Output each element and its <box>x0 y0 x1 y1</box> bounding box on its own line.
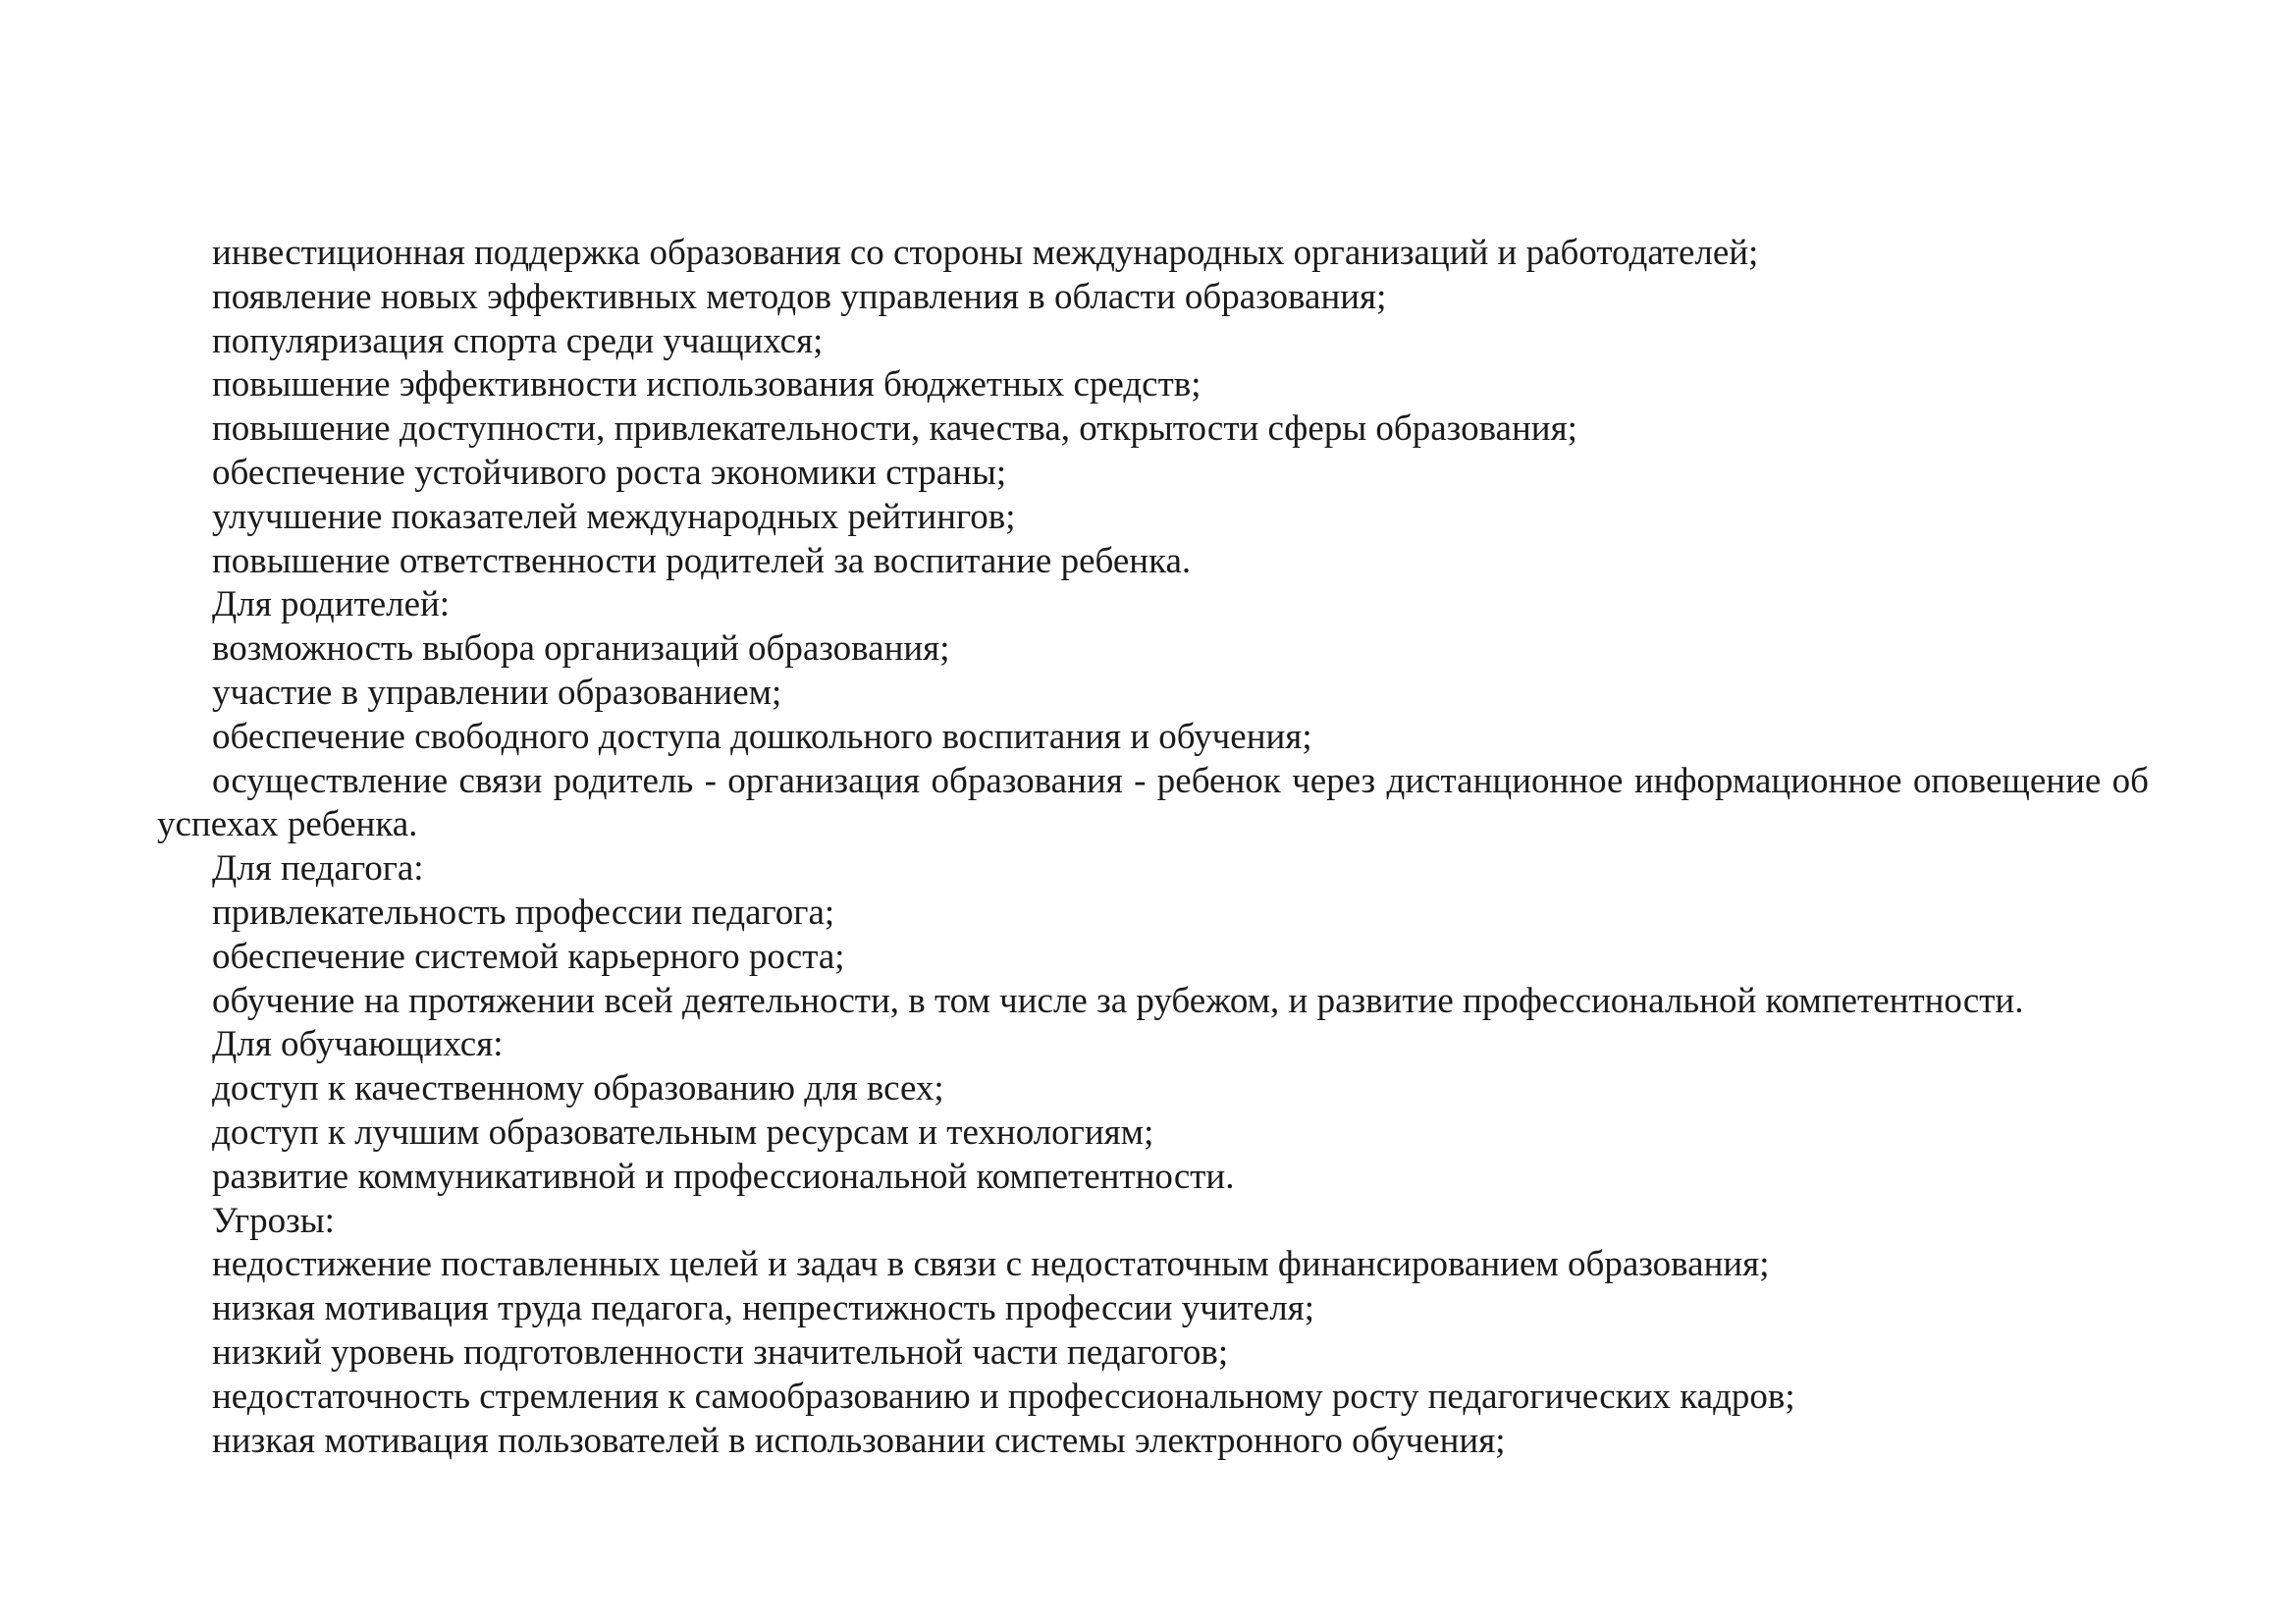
paragraph: недостаточность стремления к самообразованию и профессиональному росту педагогических кадров; <box>212 1376 1795 1417</box>
section-heading-students: Для обучающихся: <box>212 1024 504 1065</box>
paragraph: повышение эффективности использования бюджетных средств; <box>212 364 1201 406</box>
paragraph: доступ к лучшим образовательным ресурсам и технологиям; <box>212 1111 1154 1153</box>
document-body <box>157 232 2149 1463</box>
paragraph: обеспечение устойчивого роста экономики страны; <box>212 452 1007 493</box>
paragraph: развитие коммуникативной и профессиональной компетентности. <box>212 1156 1235 1197</box>
paragraph: низкий уровень подготовленности значительной части педагогов; <box>212 1331 1229 1373</box>
section-heading-parents: Для родителей: <box>212 584 451 625</box>
section-heading-teacher: Для педагога: <box>212 848 424 890</box>
paragraph: низкая мотивация пользователей в использовании системы электронного обучения; <box>212 1420 1506 1461</box>
paragraph: доступ к качественному образованию для всех; <box>212 1068 944 1109</box>
paragraph: низкая мотивация труда педагога, непрестижность профессии учителя; <box>212 1288 1314 1329</box>
paragraph: повышение ответственности родителей за воспитание ребенка. <box>212 540 1192 581</box>
paragraph: обеспечение системой карьерного роста; <box>212 936 845 977</box>
paragraph: привлекательность профессии педагога; <box>212 892 835 933</box>
paragraph: появление новых эффективных методов управления в области образования; <box>212 276 1387 317</box>
paragraph: осуществление связи родитель - организация образования - ребенок через дистанционное информационное оповещение об успехах ребенка. <box>157 760 2149 845</box>
paragraph: недостижение поставленных целей и задач в связи с недостаточным финансированием образования; <box>212 1244 1770 1285</box>
paragraph: возможность выбора организаций образования; <box>212 628 950 670</box>
section-heading-threats: Угрозы: <box>212 1200 335 1241</box>
paragraph: инвестиционная поддержка образования со стороны международных организаций и работодателей; <box>212 233 1759 273</box>
paragraph: обучение на протяжении всей деятельности, в том числе за рубежом, и развитие профессиональной компетентности. <box>212 980 2024 1021</box>
paragraph: участие в управлении образованием; <box>212 672 782 713</box>
paragraph: улучшение показателей международных рейтингов; <box>212 496 1016 537</box>
paragraph: популяризация спорта среди учащихся; <box>212 320 824 361</box>
paragraph: обеспечение свободного доступа дошкольного воспитания и обучения; <box>212 716 1312 757</box>
paragraph: повышение доступности, привлекательности, качества, открытости сферы образования; <box>212 408 1577 450</box>
